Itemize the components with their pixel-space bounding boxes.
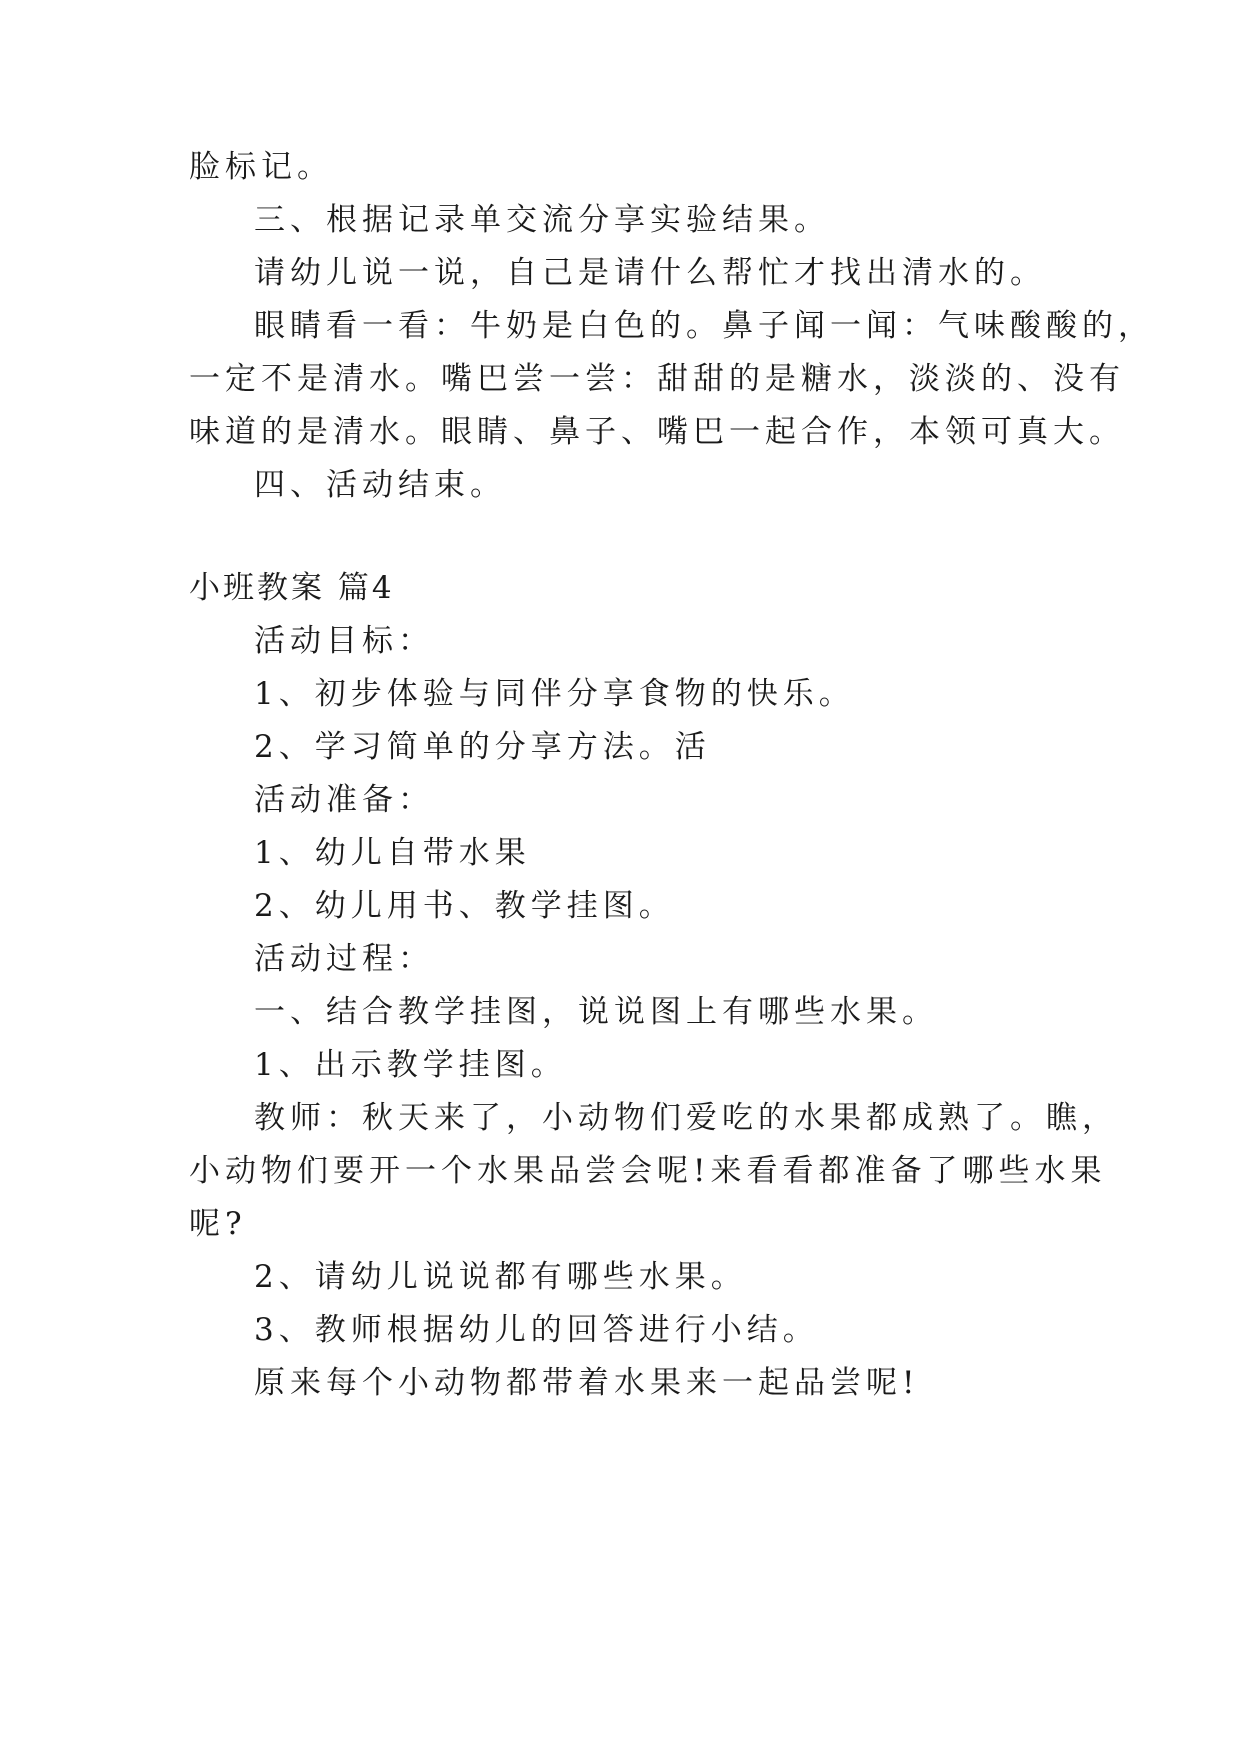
paragraph-line: 小动物们要开一个水果品尝会呢!来看看都准备了哪些水果: [189, 1153, 1107, 1189]
list-item: 2、幼儿用书、教学挂图。: [254, 888, 675, 924]
paragraph-line: 味道的是清水。眼睛、鼻子、嘴巴一起合作，本领可真大。: [189, 414, 1125, 450]
paragraph-line: 一定不是清水。嘴巴尝一尝：甜甜的是糖水，淡淡的、没有: [189, 361, 1125, 397]
list-item: 3、教师根据幼儿的回答进行小结。: [254, 1312, 819, 1348]
list-item: 1、初步体验与同伴分享食物的快乐。: [254, 676, 855, 712]
section-heading: 一、结合教学挂图，说说图上有哪些水果。: [254, 994, 938, 1030]
section-heading: 活动过程：: [254, 941, 434, 977]
section-heading: 三、根据记录单交流分享实验结果。: [254, 202, 830, 238]
paragraph-line: 眼睛看一看：牛奶是白色的。鼻子闻一闻：气味酸酸的，: [254, 308, 1154, 344]
list-item: 2、学习简单的分享方法。活: [254, 729, 711, 765]
section-heading: 活动准备：: [254, 782, 434, 818]
paragraph-line: 请幼儿说一说，自己是请什么帮忙才找出清水的。: [254, 255, 1046, 291]
list-item: 1、幼儿自带水果: [254, 835, 531, 871]
paragraph-line: 教师：秋天来了，小动物们爱吃的水果都成熟了。瞧，: [254, 1100, 1118, 1136]
list-item: 2、请幼儿说说都有哪些水果。: [254, 1259, 747, 1295]
paragraph-line: 原来每个小动物都带着水果来一起品尝呢!: [254, 1365, 920, 1401]
paragraph-line: 脸标记。: [189, 149, 333, 185]
document-title: 小班教案 篇4: [189, 570, 395, 606]
paragraph-line: 呢?: [189, 1206, 247, 1242]
section-heading: 四、活动结束。: [254, 467, 506, 503]
section-heading: 活动目标：: [254, 623, 434, 659]
list-item: 1、出示教学挂图。: [254, 1047, 567, 1083]
